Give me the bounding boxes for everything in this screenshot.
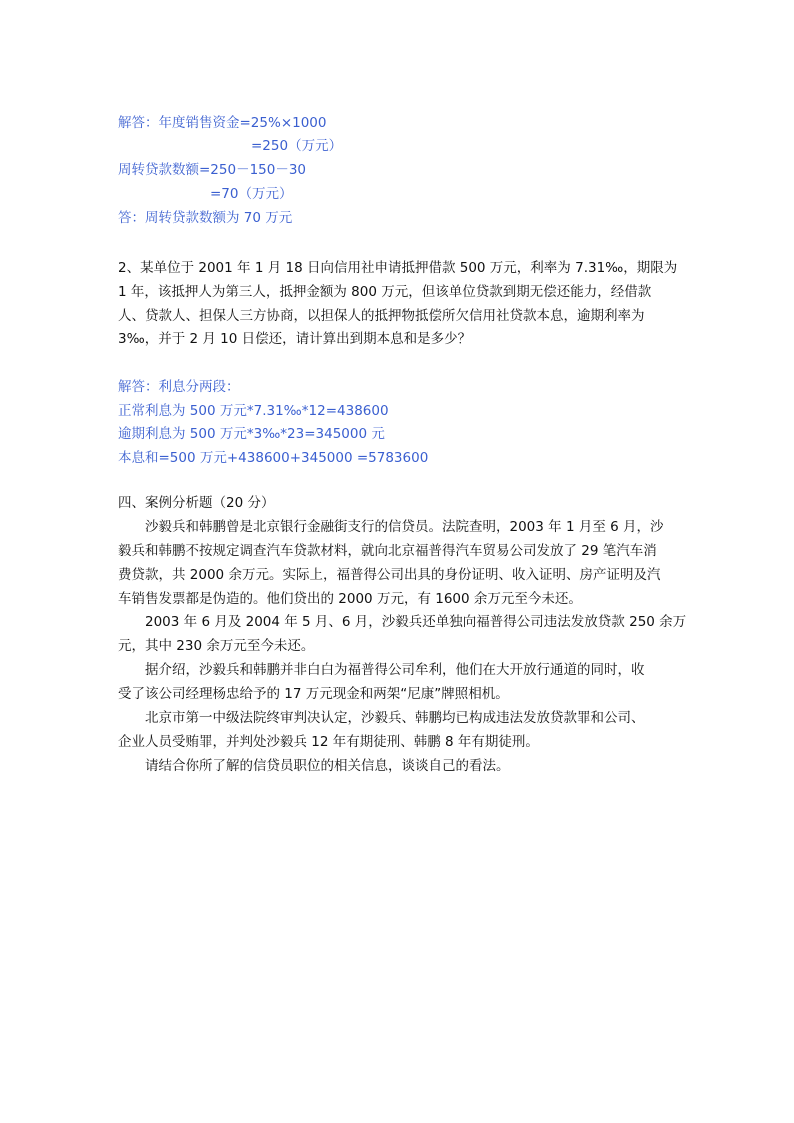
question2-line4: 3‰，并于 2 月 10 日偿还，请计算出到期本息和是多少？ [118, 331, 472, 347]
section4-line11: 请结合你所了解的信贷员职位的相关信息，谈谈自己的看法。 [145, 758, 510, 774]
section4-line2: 毅兵和韩鹏不按规定调查汽车贷款材料，就向北京福普得汽车贸易公司发放了 29 笔汽车消 [118, 543, 657, 559]
section4-line4: 车销售发票都是伪造的。他们贷出的 2000 万元，有 1600 余万元至今未还。 [118, 591, 582, 607]
answer1-line5: 答：周转贷款数额为 70 万元 [118, 210, 293, 226]
question2-line1: 2、某单位于 2001 年 1 月 18 日向信用社申请抵押借款 500 万元，利率为 7.31‰，期限为 [118, 260, 678, 276]
answer1-line2: =250（万元） [251, 138, 343, 154]
answer1-line4: =70（万元） [210, 186, 293, 202]
question2-line2: 1 年，该抵押人为第三人，抵押金额为 800 万元，但该单位贷款到期无偿还能力，经借款 [118, 284, 652, 300]
section4-line5: 2003 年 6 月及 2004 年 5 月、6 月，沙毅兵还单独向福普得公司违法发放贷款 250 余万 [145, 614, 687, 630]
section4-line3: 费贷款，共 2000 余万元。实际上，福普得公司出具的身份证明、收入证明、房产证明及汽 [118, 567, 661, 583]
section4-heading: 四、案例分析题（20 分） [118, 495, 275, 511]
answer1-line1: 解答：年度销售资金=25%×1000 [118, 115, 327, 131]
section4-line10: 企业人员受贿罪，并判处沙毅兵 12 年有期徒刑、韩鹏 8 年有期徒刑。 [118, 734, 539, 750]
section4-line9: 北京市第一中级法院终审判决认定，沙毅兵、韩鹏均已构成违法发放贷款罪和公司、 [145, 710, 645, 726]
question2-line3: 人、贷款人、担保人三方协商，以担保人的抵押物抵偿所欠信用社贷款本息，逾期利率为 [118, 308, 645, 324]
answer1-line3: 周转贷款数额=250－150－30 [118, 162, 307, 178]
section4-line6: 元，其中 230 余万元至今未还。 [118, 638, 315, 654]
section4-line7: 据介绍，沙毅兵和韩鹏并非白白为福普得公司牟利，他们在大开放行通道的同时，收 [145, 662, 645, 678]
answer2-line3: 逾期利息为 500 万元*3‰*23=345000 元 [118, 426, 385, 442]
answer2-line4: 本息和=500 万元+438600+345000 =5783600 [118, 450, 429, 466]
answer2-line2: 正常利息为 500 万元*7.31‰*12=438600 [118, 403, 389, 419]
answer2-line1: 解答：利息分两段： [118, 379, 240, 395]
section4-line8: 受了该公司经理杨忠给予的 17 万元现金和两架“尼康”牌照相机。 [118, 686, 509, 702]
section4-line1: 沙毅兵和韩鹏曾是北京银行金融街支行的信贷员。法院查明，2003 年 1 月至 6 月，沙 [145, 519, 664, 535]
